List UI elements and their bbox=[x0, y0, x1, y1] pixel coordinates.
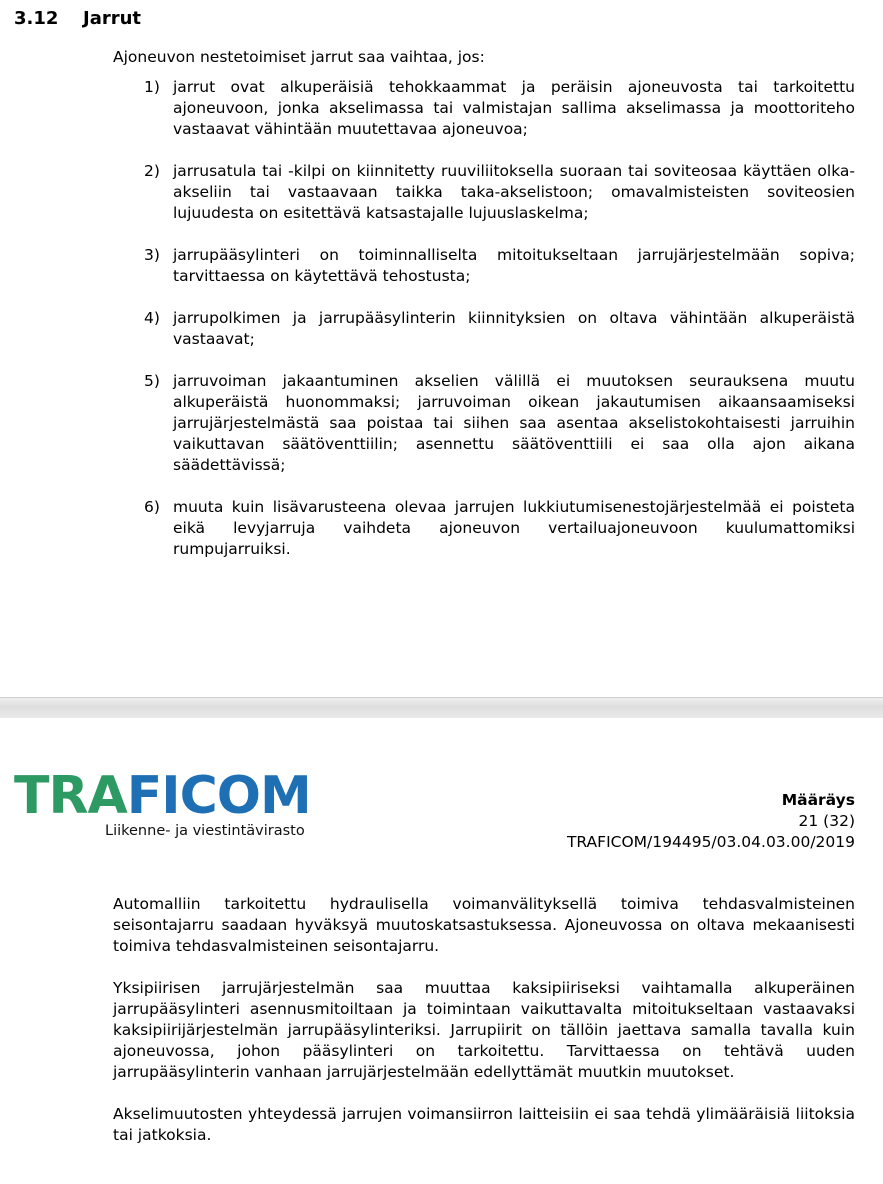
list-item bbox=[113, 308, 855, 350]
page-lower bbox=[0, 718, 883, 1184]
list-marker: 4) bbox=[144, 309, 160, 327]
document-reference: TRAFICOM/194495/03.04.03.00/2019 bbox=[566, 833, 855, 851]
list-item bbox=[113, 245, 855, 287]
list-item-text: jarruvoiman jakaantuminen akselien välillä ei muutoksen seurauksena muutu alkuperäistä huonommaksi; jarruvoiman oikean jakautumisen aikaansaamiseksi jarrujärjestelmästä saa poistaa tai siihen saa asentaa akselistokohtaisesti jarruihin vaikuttavan säätöventtiilin; asennettu säätöventtiili ei saa olla ajon aikana säädettävissä; bbox=[173, 372, 855, 474]
list-item-text: jarrupääsylinteri on toiminnalliselta mitoitukseltaan jarrujärjestelmään sopiva; tarvittaessa on käytettävä tehostusta; bbox=[173, 246, 855, 285]
list-marker: 1) bbox=[144, 78, 160, 96]
list-marker: 5) bbox=[144, 372, 160, 390]
paragraph: Akselimuutosten yhteydessä jarrujen voimansiirron laitteisiin ei saa tehdä ylimääräisiä liitoksia tai jatkoksia. bbox=[113, 1105, 855, 1144]
traficom-logo bbox=[14, 766, 314, 840]
list-item-text: jarrupolkimen ja jarrupääsylinterin kiinnityksien on oltava vähintään alkuperäistä vastaavat; bbox=[173, 309, 855, 348]
body-text bbox=[113, 894, 855, 1167]
list-item bbox=[113, 371, 855, 476]
list-item-text: jarrut ovat alkuperäisiä tehokkaammat ja peräisin ajoneuvosta tai tarkoitettu ajoneuvoon, jonka akselimassa tai valmistajan sallima akselimassa ja moottoriteho vastaavat vähintään muutettavaa ajoneuvoa; bbox=[173, 78, 855, 138]
list-item-text: jarrusatula tai -kilpi on kiinnitetty ruuviliitoksella suoraan tai soviteosaa käyttäen olka-akseliin tai vastaavaan taikka taka-akselistoon; omavalmisteisten soviteosien lujuudesta on esitettävä katsastajalle lujuuslaskelma; bbox=[173, 162, 855, 222]
list-item bbox=[113, 77, 855, 140]
list-marker: 2) bbox=[144, 162, 160, 180]
page-number: 21 (32) bbox=[798, 812, 855, 830]
list-marker: 3) bbox=[144, 246, 160, 264]
list-item bbox=[113, 497, 855, 560]
logo-subtitle: Liikenne- ja viestintävirasto bbox=[105, 823, 305, 839]
paragraph: Yksipiirisen jarrujärjestelmän saa muuttaa kaksipiiriseksi vaihtamalla alkuperäinen jarrupääsylinteri asennusmitoiltaan ja toimintaan vaikuttavalta mitoitukseltaan vastaavaksi kaksipiirijärjestelmän jarrupääsylinteriksi. Jarrupiirit on tällöin jaettava samalla tavalla kuin ajoneuvossa, johon pääsylinteri on tarkoitettu. Tarvittaessa on tehtävä uuden jarrupääsylinterin vanhaan jarrujärjestelmään edellyttämät muutkin muutokset. bbox=[113, 979, 855, 1081]
section-title: Jarrut bbox=[83, 8, 142, 29]
page-separator bbox=[0, 697, 883, 719]
paragraph: Automalliin tarkoitettu hydraulisella voimanvälityksellä toimiva tehdasvalmisteinen seisontajarru saadaan hyväksyä muutoskatsastuksessa. Ajoneuvossa on oltava mekaanisesti toimiva tehdasvalmisteinen seisontajarru. bbox=[113, 895, 855, 955]
intro-text: Ajoneuvon nestetoimiset jarrut saa vaihtaa, jos: bbox=[113, 48, 485, 66]
logo-wordmark: TRAFICOM bbox=[14, 766, 311, 826]
section-heading bbox=[14, 7, 141, 31]
requirements-list bbox=[113, 77, 855, 581]
list-item bbox=[113, 161, 855, 224]
list-item-text: muuta kuin lisävarusteena olevaa jarrujen lukkiutumisenestojärjestelmää ei poisteta eikä levyjarruja vaihdeta ajoneuvon vertailuajoneuvoon kuulumattomiksi rumpujarruiksi. bbox=[173, 498, 855, 558]
section-number: 3.12 bbox=[14, 8, 59, 29]
document-type: Määräys bbox=[781, 791, 855, 809]
document-meta bbox=[567, 790, 855, 853]
list-marker: 6) bbox=[144, 498, 160, 516]
